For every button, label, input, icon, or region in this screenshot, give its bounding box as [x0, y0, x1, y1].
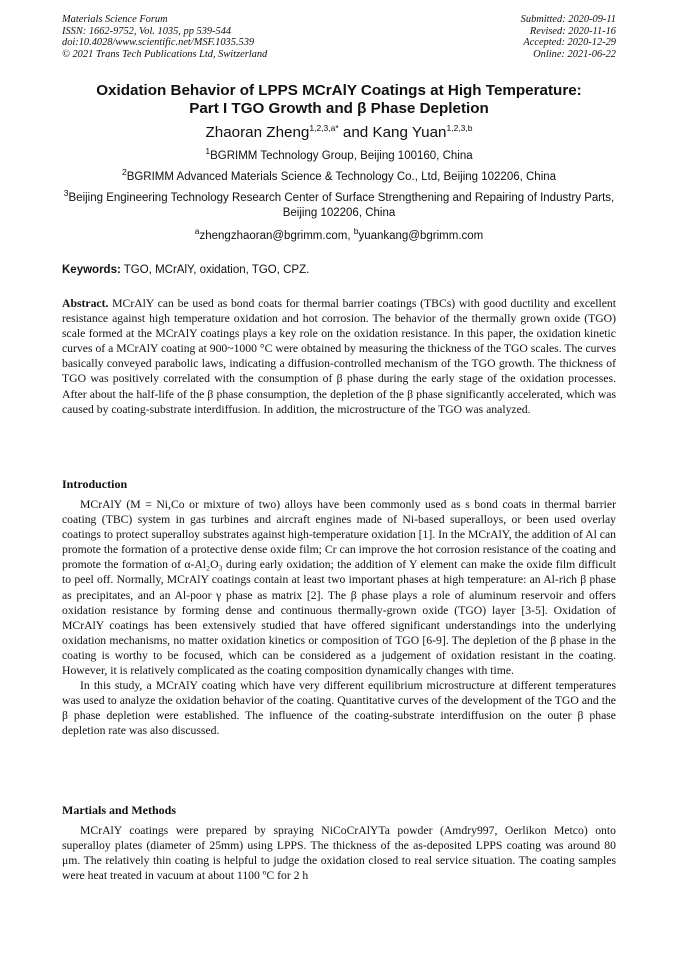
- date-submitted: Submitted: 2020-09-11: [520, 14, 616, 25]
- abstract-text: MCrAlY can be used as bond coats for thermal barrier coatings (TBCs) with good ductility and excellent resistance against high temperature oxidation and hot corrosion. The behavior of the thermally grown oxide (TGO) scale formed at the MCrAlY coatings plays a key role on the oxidation resistance. In this paper, the oxidation kinetic curves of a MCrAlY coating at 900~1000 °C were obtained by measuring the thickness of the TGO scales. The curves basically conveyed parabolic laws, indicating a diffusion-controlled mechanism of the TGO growth. The thickness of TGO was positively correlated with the consumption of β phase during the early stage of the oxidation processes. After about the half-life of the β phase consumption, the depletion of the β phase significantly accelerated, which was caused by coating-substrate interdiffusion. In addition, the microstructure of the TGO was analyzed.: [62, 297, 616, 416]
- affiliation-text: BGRIMM Technology Group, Beijing 100160, China: [210, 150, 473, 162]
- date-accepted: Accepted: 2020-12-29: [523, 37, 616, 49]
- affiliation-text: Beijing Engineering Technology Research Center of Surface Strengthening and Repairing of Industry Parts, Beijing 102206, China: [68, 192, 615, 219]
- journal-name: Materials Science Forum: [62, 14, 168, 25]
- keywords: [62, 263, 616, 278]
- affiliation-1: [62, 146, 616, 164]
- abstract-paragraph: [62, 296, 616, 417]
- introduction-body: [62, 497, 616, 739]
- keywords-text: TGO, MCrAlY, oxidation, TGO, CPZ.: [120, 264, 310, 276]
- section-heading-methods: Martials and Methods: [62, 803, 176, 817]
- journal-header: [62, 14, 616, 60]
- affiliation-marker: 1: [205, 146, 211, 157]
- paper-title-line2: Part I TGO Growth and β Phase Depletion: [189, 100, 489, 117]
- abstract: [62, 296, 616, 417]
- email-link[interactable]: zhengzhaoran@bgrimm.com: [199, 230, 348, 242]
- keywords-label: Keywords:: [62, 264, 121, 276]
- author-affiliation-marker: 1,2,3,a*: [309, 122, 339, 133]
- paper-title: [40, 82, 638, 118]
- journal-issn: ISSN: 1662-9752, Vol. 1035, pp 539-544: [62, 25, 232, 37]
- paper-title-line1: Oxidation Behavior of LPPS MCrAlY Coatings at High Temperature:: [96, 82, 582, 99]
- email-link[interactable]: yuankang@bgrimm.com: [358, 230, 484, 242]
- author-name: Kang Yuan: [372, 124, 447, 141]
- journal-doi: doi:10.4028/www.scientific.net/MSF.1035.539: [62, 37, 255, 49]
- affiliation-2: [62, 167, 616, 185]
- date-online: Online: 2021-06-22: [533, 48, 616, 60]
- methods-paragraph-1: MCrAlY coatings were prepared by spraying NiCoCrAlYTa powder (Amdry997, Oerlikon Metco) onto superalloy plates (diameter of 25mm) using LPPS. The thickness of the as-deposited LPPS coating was around 80 μm. The relatively thin coating is helpful to judge the oxidation closed to real service situation. The coating samples were heat treated in vacuum at about 1100 ºC for 2 h: [62, 824, 616, 883]
- author-list: [40, 124, 638, 142]
- affiliation-text: BGRIMM Advanced Materials Science & Technology Co., Ltd, Beijing 102206, China: [126, 171, 557, 183]
- author-conjunction: and: [338, 124, 373, 141]
- email-marker: b: [353, 226, 359, 237]
- date-revised: Revised: 2020-11-16: [529, 25, 616, 37]
- introduction-paragraph-1: MCrAlY (M = Ni,Co or mixture of two) alloys have been commonly used as s bond coats in thermal barrier coating (TBC) system in gas turbines and aircraft engines made of Ni-based superalloys, or been used overlay coatings to protect superalloy substrates against high-temperature oxidation [1]. In the MCrAlY, the addition of Al can promote the formation of a protective dense oxide film; Cr can improve the hot corrosion resistance of the coating and promote the formation of α-Al₂O₃ during early oxidation; the addition of Y element can make the oxide film difficult to peel off. Normally, MCrAlY coatings contain at least two important phases at high temperature: an Al-rich β phase as precipitates, and an Al-poor γ phase as matrix [2]. The β phase plays a role of aluminum reservoir and offers oxidation resistance by forming dense and continuous thermally-grown oxide (TGO) layer [3-5]. Oxidation of MCrAlY coatings has been extensively studied that have offered significant understandings into the underlying oxidation mechanisms, no matter oxidation kinetics or composition of TGO [6-9]. The depletion of the β phase in the coating is worthy to be focused, which can be considered as a judgement of oxidation resistant in the coating. However, it is relatively complicated as the coating composition dynamically changes with time.: [62, 498, 616, 678]
- email-separator: ,: [347, 230, 354, 242]
- author-emails: [62, 226, 616, 244]
- author-affiliation-marker: 1,2,3,b: [446, 122, 473, 133]
- affiliation-marker: 2: [121, 167, 127, 178]
- publication-dates: [521, 14, 616, 60]
- affiliation-marker: 3: [63, 188, 69, 199]
- journal-info: [62, 14, 267, 60]
- introduction-paragraph-2: In this study, a MCrAlY coating which have very different equilibrium microstructure at different temperatures was used to analyze the oxidation behavior of the coating. Quantitative curves of the development of the TGO and the β phase depletion were established. The influence of the coating-substrate interdiffusion on the outer β phase depletion rate was also discussed.: [62, 679, 616, 738]
- email-marker: a: [194, 226, 200, 237]
- abstract-label: Abstract.: [62, 297, 109, 310]
- methods-body: [62, 823, 616, 883]
- affiliation-3: [62, 188, 616, 220]
- author-name: Zhaoran Zheng: [205, 124, 310, 141]
- section-heading-introduction: Introduction: [62, 477, 128, 491]
- journal-copyright: © 2021 Trans Tech Publications Ltd, Switzerland: [62, 48, 268, 60]
